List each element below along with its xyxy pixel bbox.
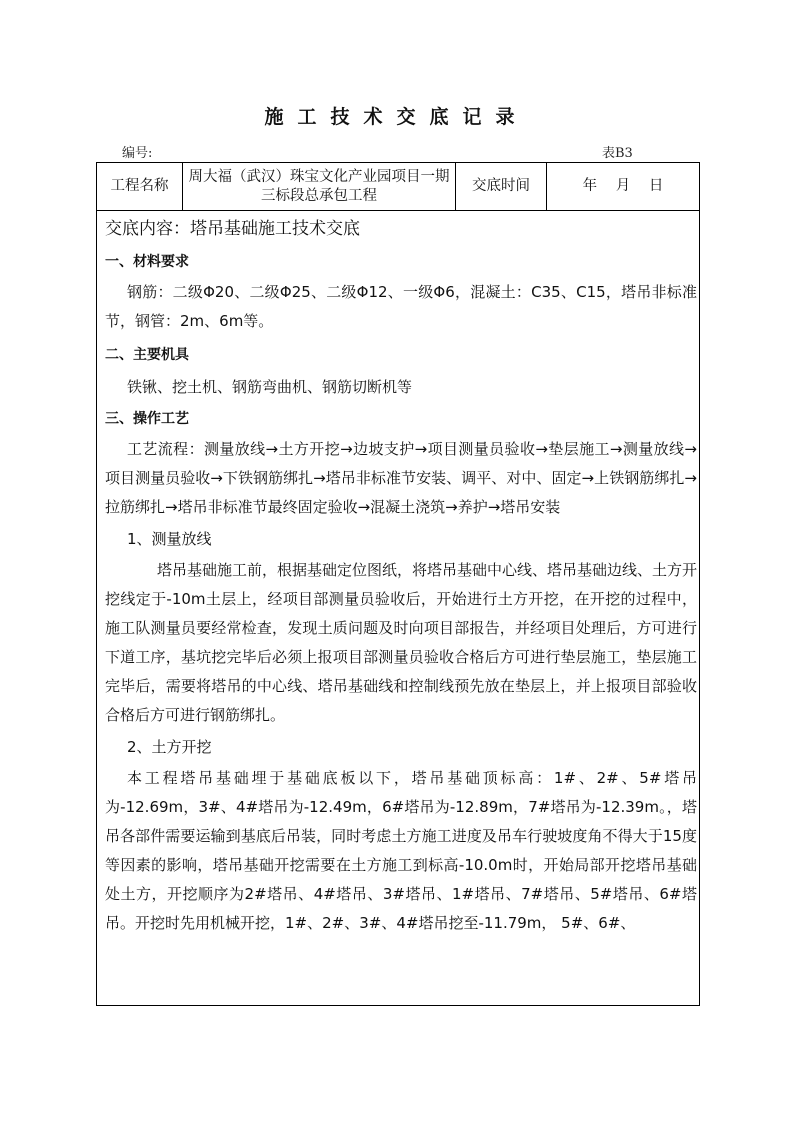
step1-title: 1、测量放线 <box>127 530 212 548</box>
project-name: 周大福（武汉）珠宝文化产业园项目一期 三标段总承包工程 <box>188 168 450 204</box>
number-label: 编号: <box>122 146 153 161</box>
record-table <box>96 162 700 1006</box>
header-row <box>97 163 699 211</box>
step2-text: 本工程塔吊基础埋于基础底板以下，塔吊基础顶标高：1#、2#、5#塔吊为-12.69m，3#、4#塔吊为-12.49m，6#塔吊为-12.89m，7#塔吊为-12.39m。，塔吊各部件需要运输到基底后吊装，同时考虑土方施工进度及吊车行驶坡度角不得大于15度等因素的影响，塔吊基础开挖需要在土方施工到标高-10.0m时，开始局部开挖塔吊基础处土方，开挖顺序为2#塔吊、4#塔吊、3#塔吊、1#塔吊、7#塔吊、5#塔吊、6#塔吊。开挖时先用机械开挖，1#、2#、3#、4#塔吊挖至-11.79m， 5#、6#、 <box>105 769 697 932</box>
process-flow-text: 工艺流程：测量放线→土方开挖→边坡支护→项目测量员验收→垫层施工→测量放线→项目测量员验收→下铁钢筋绑扎→塔吊非标准节安装、调平、对中、固定→上铁钢筋绑扎→拉筋绑扎→塔吊非标准节最终固定验收→混凝土浇筑→养护→塔吊安装 <box>105 440 697 516</box>
section-heading-tools: 二、主要机具 <box>105 347 189 363</box>
form-code: 表B3 <box>602 146 633 161</box>
tools-text: 铁锹、挖土机、钢筋弯曲机、钢筋切断机等 <box>127 378 413 396</box>
project-label: 工程名称 <box>110 178 169 194</box>
document-title: 施工技术交底记录 <box>264 106 529 128</box>
time-value: 年 月 日 <box>582 178 664 194</box>
content-body <box>105 212 697 938</box>
section-heading-process: 三、操作工艺 <box>105 411 189 427</box>
time-label: 交底时间 <box>472 178 530 194</box>
materials-text: 钢筋：二级Φ20、二级Φ25、二级Φ12、一级Φ6，混凝土：C35、C15，塔吊非标准节，钢管：2m、6m等。 <box>105 283 697 330</box>
step1-text: 塔吊基础施工前，根据基础定位图纸，将塔吊基础中心线、塔吊基础边线、土方开挖线定于-10m土层上，经项目部测量员验收后，开始进行土方开挖，在开挖的过程中，施工队测量员要经常检查，发现土质问题及时向项目部报告，并经项目处理后，方可进行下道工序，基坑挖完毕后必须上报项目部测量员验收合格后方可进行垫层施工，垫层施工完毕后，需要将塔吊的中心线、塔吊基础线和控制线预先放在垫层上，并上报项目部验收合格后方可进行钢筋绑扎。 <box>105 561 698 724</box>
section-heading-materials: 一、材料要求 <box>105 254 189 270</box>
content-title: 交底内容：塔吊基础施工技术交底 <box>105 219 360 239</box>
step2-title: 2、土方开挖 <box>127 738 212 756</box>
